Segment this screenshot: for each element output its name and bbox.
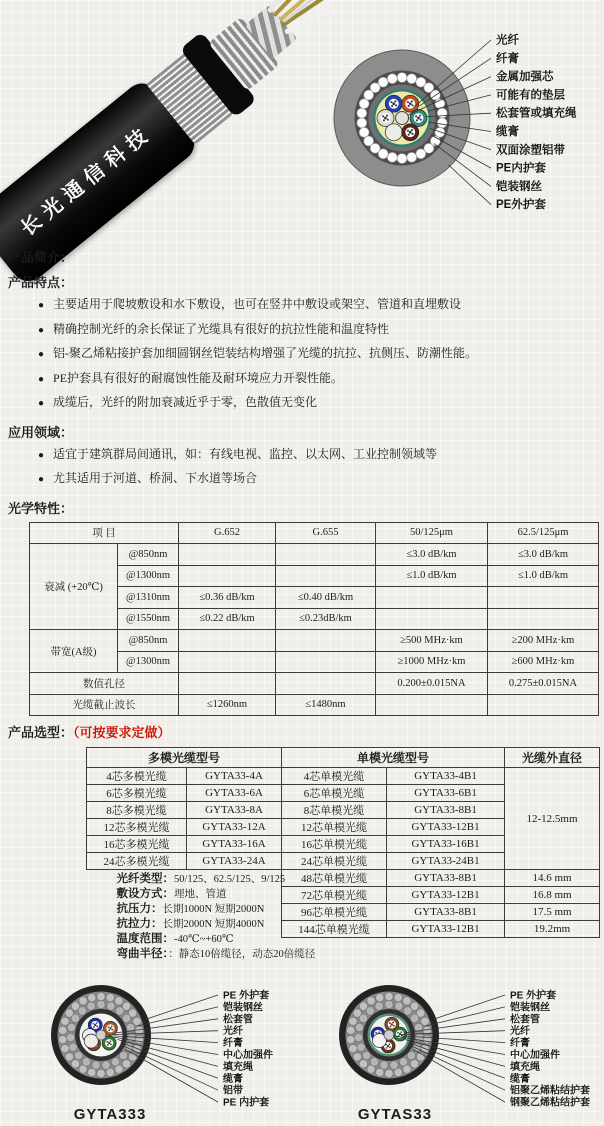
diagram-caption-gyta333: GYTA333 — [73, 1106, 147, 1123]
table-cell: 96芯单模光缆 — [282, 904, 387, 921]
table-cell: ≤1.0 dB/km — [488, 565, 599, 587]
diagram-label: 铝带 — [223, 1085, 243, 1097]
diagram-label: 纤膏 — [496, 52, 519, 65]
table-cell — [179, 630, 276, 652]
diagram-label: 铝聚乙烯粘结护套 — [510, 1085, 590, 1097]
table-cell: ≤1480nm — [276, 694, 376, 716]
diagram-label: 填充绳 — [223, 1061, 253, 1073]
diagram-label: 光纤 — [510, 1026, 530, 1038]
diagram-label: 金属加强芯 — [496, 71, 554, 84]
table-cell: GYTA33-4B1 — [387, 768, 505, 785]
feature-text: PE护套具有很好的耐腐蚀性能及耐环境应力开裂性能。 — [53, 370, 344, 385]
section-heading-optical: 光学特性： — [8, 500, 74, 516]
table-cell: ≤0.23dB/km — [276, 608, 376, 630]
feature-item — [0, 367, 604, 392]
leader-line — [413, 1049, 505, 1102]
table-cell: 62.5/125μm — [488, 522, 599, 544]
table-cell: 19.2mm — [505, 921, 600, 938]
table-cell: 单模光缆型号 — [282, 748, 505, 768]
table-cell: ≥600 MHz·km — [488, 651, 599, 673]
hero-section — [0, 0, 604, 240]
features-list — [0, 293, 604, 416]
table-cell: 4芯多模光缆 — [87, 768, 187, 785]
table-cell: @1300nm — [118, 565, 179, 587]
bullet-icon: ● — [38, 349, 45, 360]
table-cell: 0.200±0.015NA — [376, 673, 488, 695]
spec-line: 抗压力：长期1000N 短期2000N — [116, 903, 265, 915]
table-cell: 6芯单模光缆 — [282, 785, 387, 802]
application-text: 适宜于建筑群局间通讯，如：有线电视、监控、以太网、工业控制领域等 — [53, 446, 438, 461]
table-cell: GYTA33-24A — [187, 853, 282, 870]
table-cell: GYTA33-8B1 — [387, 904, 505, 921]
optical-characteristics-table — [29, 522, 599, 717]
table-cell: 衰减 (+20℃) — [30, 544, 118, 630]
table-cell: 72芯单模光缆 — [282, 887, 387, 904]
table-cell: ≥500 MHz·km — [376, 630, 488, 652]
cable-cross-section-diagram — [324, 28, 604, 238]
table-cell: @1300nm — [118, 651, 179, 673]
application-item — [0, 443, 604, 468]
table-cell: GYTA33-12B1 — [387, 921, 505, 938]
diagram-label: 光纤 — [496, 34, 519, 47]
table-cell: 6芯多模光缆 — [87, 785, 187, 802]
table-cell: @1550nm — [118, 608, 179, 630]
diagram-label: 填充绳 — [510, 1061, 540, 1073]
diagram-label: 铠装钢丝 — [223, 1002, 263, 1014]
table-cell: 12-12.5mm — [505, 768, 600, 870]
application-item — [0, 467, 604, 492]
table-cell — [488, 587, 599, 609]
table-cell: @850nm — [118, 544, 179, 566]
cable-3d-render — [17, 0, 358, 241]
table-cell: 多模光缆型号 — [87, 748, 282, 768]
table-cell — [276, 565, 376, 587]
central-strength-member — [96, 1030, 106, 1040]
table-cell: 4芯单模光缆 — [282, 768, 387, 785]
central-strength-member — [384, 1030, 394, 1040]
table-cell: GYTA33-6A — [187, 785, 282, 802]
table-cell: 光缆外直径 — [505, 748, 600, 768]
feature-text: 成缆后，光纤的附加衰减近乎于零，色散值无变化 — [53, 395, 318, 409]
table-cell: ≤3.0 dB/km — [488, 544, 599, 566]
feature-item — [0, 293, 604, 318]
diagram-label: 铠装钢丝 — [510, 1002, 550, 1014]
central-strength-member — [396, 112, 409, 125]
table-cell: ≤1260nm — [179, 694, 276, 716]
table-cell: 24芯单模光缆 — [282, 853, 387, 870]
table-row — [30, 673, 599, 695]
table-cell: 带宽(A级) — [30, 630, 118, 673]
spec-line: 温度范围：-40℃~+60℃ — [116, 933, 234, 945]
table-cell: 数值孔径 — [30, 673, 179, 695]
spec-line: 弯曲半径：：静态10倍缆径，动态20倍缆径 — [116, 948, 316, 960]
diagram-label: 缆膏 — [496, 126, 519, 138]
table-cell — [276, 630, 376, 652]
diagram-label: 纤膏 — [510, 1038, 530, 1050]
mechanical-specs-cell — [87, 870, 316, 960]
diagram-label: 缆膏 — [223, 1073, 243, 1085]
feature-item — [0, 342, 604, 367]
table-cell: GYTA33-24B1 — [387, 853, 505, 870]
product-selection-table — [86, 747, 600, 960]
table-row — [87, 870, 600, 887]
table-cell: ≤3.0 dB/km — [376, 544, 488, 566]
table-cell: 50/125μm — [376, 522, 488, 544]
table-cell: GYTA33-12B1 — [387, 887, 505, 904]
table-cell: ≤0.22 dB/km — [179, 608, 276, 630]
table-cell — [276, 651, 376, 673]
bullet-icon: ● — [38, 373, 45, 385]
table-cell: GYTA33-8A — [187, 802, 282, 819]
table-cell: GYTA33-6B1 — [387, 785, 505, 802]
diagram-label: PE 内护套 — [223, 1097, 270, 1109]
diagram-label: 松套管 — [510, 1014, 540, 1026]
table-cell: @1310nm — [118, 587, 179, 609]
table-cell: ≤0.36 dB/km — [179, 587, 276, 609]
table-cell: GYTA33-16B1 — [387, 836, 505, 853]
diagram-label: 松套管 — [223, 1014, 253, 1026]
diagram-label: 缆膏 — [510, 1073, 530, 1085]
table-row — [30, 694, 599, 716]
spec-line: 敷设方式：埋地、管道 — [116, 888, 227, 900]
diagram-label: 纤膏 — [223, 1038, 243, 1050]
diagram-label: 钢聚乙烯粘结护套 — [510, 1097, 590, 1109]
diagram-label: PE 外护套 — [510, 990, 557, 1002]
table-row — [30, 522, 599, 544]
bullet-icon: ● — [38, 398, 45, 409]
diagram-label: 松套管或填充绳 — [496, 107, 577, 120]
table-cell: ≥200 MHz·km — [488, 630, 599, 652]
feature-text: 主要适用于爬坡敷设和水下敷设，也可在竖井中敷设或架空、管道和直埋敷设 — [53, 297, 462, 311]
main-content — [0, 241, 604, 960]
table-cell — [179, 544, 276, 566]
bullet-icon: ● — [38, 449, 45, 461]
table-row — [30, 544, 599, 566]
table-cell — [376, 587, 488, 609]
table-cell: ≤1.0 dB/km — [376, 565, 488, 587]
table-cell — [488, 694, 599, 716]
section-heading-intro: 产品简介： — [8, 250, 74, 265]
leader-line — [138, 1007, 218, 1026]
feature-item — [0, 318, 604, 343]
bullet-icon: ● — [38, 300, 45, 311]
table-cell — [376, 694, 488, 716]
diagram-label: 铠装钢丝 — [496, 180, 542, 193]
feature-text: 精确控制光纤的余长保证了光缆具有很好的抗拉性能和温度特性 — [53, 321, 390, 336]
table-cell: 24芯多模光缆 — [87, 853, 187, 870]
table-cell: 17.5 mm — [505, 904, 600, 921]
diagram-label: 中心加强件 — [223, 1050, 273, 1061]
bullet-icon: ● — [38, 474, 45, 485]
diagram-label: 中心加强件 — [510, 1050, 560, 1061]
cable-brand-text: 长光通信科技 — [17, 121, 157, 241]
table-row — [87, 748, 600, 768]
table-cell: GYTA33-16A — [187, 836, 282, 853]
table-cell: 8芯多模光缆 — [87, 802, 187, 819]
section-heading-selection — [8, 722, 604, 741]
table-cell: 16.8 mm — [505, 887, 600, 904]
diagram-label: 可能有的垫层 — [496, 89, 565, 102]
table-cell — [276, 544, 376, 566]
table-cell: 8芯单模光缆 — [282, 802, 387, 819]
spec-line: 抗拉力：长期2000N 短期4000N — [116, 918, 265, 930]
table-row — [87, 768, 600, 785]
table-cell: GYTA33-12A — [187, 819, 282, 836]
table-cell — [179, 565, 276, 587]
diagram-caption-gytas33: GYTAS33 — [357, 1106, 433, 1123]
table-cell — [179, 651, 276, 673]
leader-line — [426, 1007, 505, 1026]
table-cell: 0.275±0.015NA — [488, 673, 599, 695]
table-cell: 12芯单模光缆 — [282, 819, 387, 836]
custom-order-note: （可按要求定做） — [73, 725, 171, 740]
table-cell: GYTA33-8B1 — [387, 870, 505, 887]
diagram-label: 光纤 — [223, 1026, 243, 1038]
feature-item — [0, 391, 604, 416]
mechanical-specs-list — [89, 872, 324, 962]
applications-list — [0, 443, 604, 492]
table-cell: 16芯单模光缆 — [282, 836, 387, 853]
diagram-label: PE外护套 — [496, 199, 546, 212]
diagram-label: PE内护套 — [496, 162, 546, 175]
section-heading-features: 产品特点： — [8, 275, 74, 290]
table-cell: 光缆截止波长 — [30, 694, 179, 716]
cable-product-photo — [4, 4, 324, 241]
spec-line: 光纤类型：50/125、62.5/125、9/125 — [116, 873, 286, 885]
table-cell: GYTA33-4A — [187, 768, 282, 785]
table-cell — [488, 608, 599, 630]
application-text: 尤其适用于河道、桥洞、下水道等场合 — [53, 471, 258, 485]
selection-heading-text: 产品选型： — [8, 725, 74, 740]
table-cell: 144芯单模光缆 — [282, 921, 387, 938]
table-cell — [276, 673, 376, 695]
table-cell: 14.6 mm — [505, 870, 600, 887]
diagram-label: 双面涂塑铝带 — [496, 144, 565, 157]
table-cell: 16芯多模光缆 — [87, 836, 187, 853]
table-cell — [179, 673, 276, 695]
leader-line — [125, 1049, 218, 1102]
table-cell: 12芯多模光缆 — [87, 819, 187, 836]
section-heading-applications: 应用领域： — [8, 424, 74, 440]
table-cell: ≥1000 MHz·km — [376, 651, 488, 673]
table-cell: 48芯单模光缆 — [282, 870, 387, 887]
table-cell: GYTA33-8B1 — [387, 802, 505, 819]
table-cell: 项 目 — [30, 522, 179, 544]
table-cell: G.652 — [179, 522, 276, 544]
table-cell — [376, 608, 488, 630]
table-cell: ≤0.40 dB/km — [276, 587, 376, 609]
gytas33-cross-section-diagram — [300, 982, 604, 1126]
bullet-icon: ● — [38, 324, 45, 336]
diagram-label: PE 外护套 — [223, 990, 270, 1002]
gyta333-cross-section-diagram — [0, 982, 310, 1126]
table-cell: G.655 — [276, 522, 376, 544]
table-cell: @850nm — [118, 630, 179, 652]
table-row — [30, 630, 599, 652]
table-cell: GYTA33-12B1 — [387, 819, 505, 836]
feature-text: 铝-聚乙烯粘接护套加细圆钢丝铠装结构增强了光缆的抗拉、抗侧压、防潮性能。 — [53, 346, 478, 360]
